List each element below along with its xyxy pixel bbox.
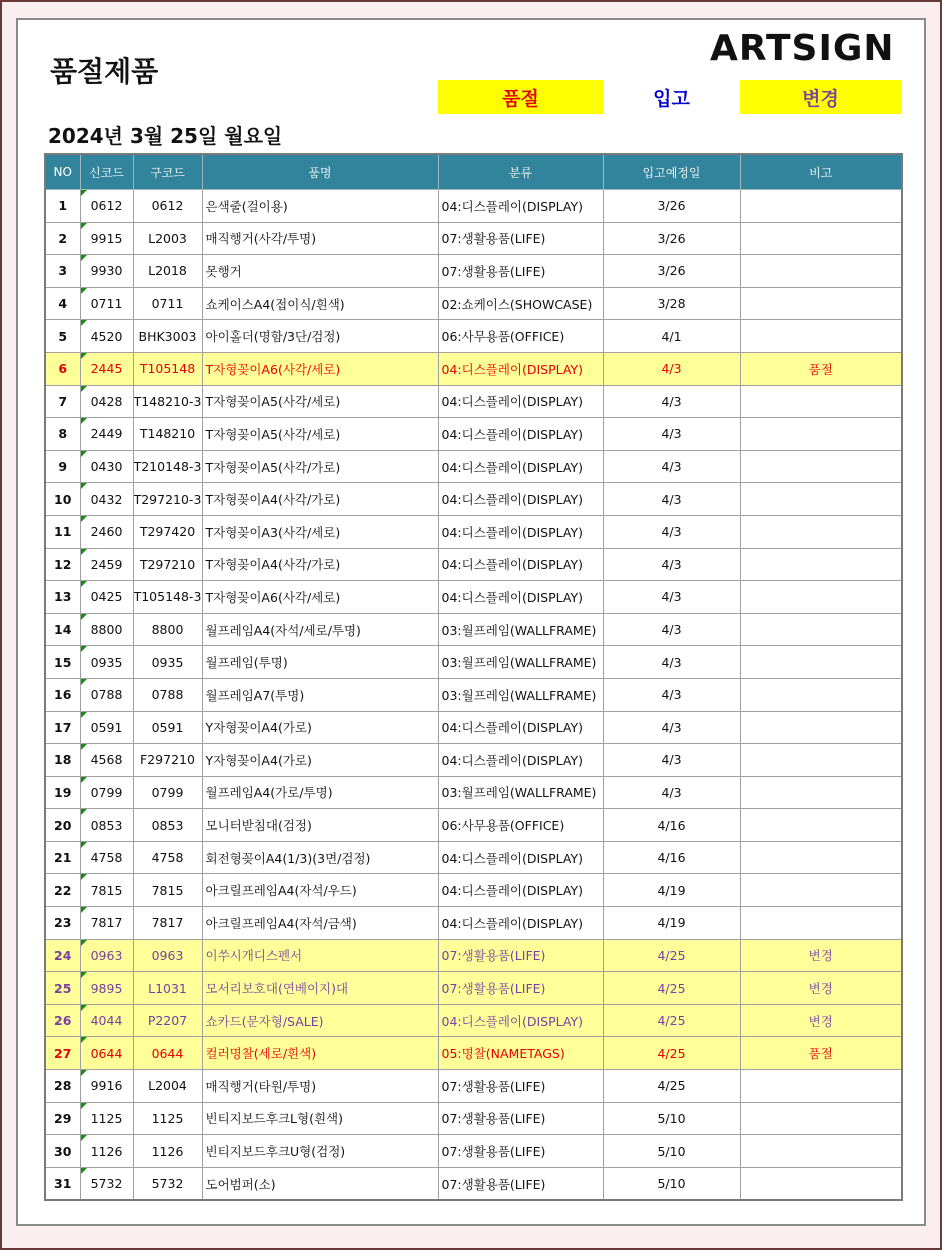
row-no-cell[interactable]: 2 xyxy=(45,222,80,255)
product-name-cell[interactable]: 모서리보호대(연베이지)대 xyxy=(202,972,438,1005)
new-code-cell[interactable]: 0788 xyxy=(80,678,133,711)
new-code-cell[interactable]: 0428 xyxy=(80,385,133,418)
new-code-cell[interactable]: 0432 xyxy=(80,483,133,516)
product-name-cell[interactable]: T자형꽂이A6(사각/세로) xyxy=(202,581,438,614)
table-row xyxy=(45,678,902,711)
note-cell[interactable] xyxy=(740,678,902,711)
eta-cell[interactable]: 4/3 xyxy=(603,776,740,809)
row-no-cell[interactable]: 30 xyxy=(45,1135,80,1168)
eta-cell[interactable]: 3/28 xyxy=(603,287,740,320)
category-cell[interactable]: 03:월프레임(WALLFRAME) xyxy=(438,776,603,809)
eta-cell[interactable]: 4/3 xyxy=(603,483,740,516)
old-code-cell[interactable]: F297210 xyxy=(133,744,202,777)
note-cell[interactable] xyxy=(740,613,902,646)
old-code-cell[interactable]: 8800 xyxy=(133,613,202,646)
row-no-cell[interactable]: 29 xyxy=(45,1102,80,1135)
table-row xyxy=(45,548,902,581)
product-name-cell[interactable]: 아이홀더(명함/3단/검정) xyxy=(202,320,438,353)
row-no-cell[interactable]: 28 xyxy=(45,1070,80,1103)
column-header-new-code: 신코드 xyxy=(80,154,133,190)
eta-cell[interactable]: 4/3 xyxy=(603,450,740,483)
product-name-cell[interactable]: 모니터받침대(검정) xyxy=(202,809,438,842)
column-header-category: 분류 xyxy=(438,154,603,190)
new-code-cell[interactable]: 9916 xyxy=(80,1070,133,1103)
product-name-cell[interactable]: 월프레임A7(투명) xyxy=(202,678,438,711)
category-cell[interactable]: 07:생활용품(LIFE) xyxy=(438,1167,603,1200)
row-no-cell[interactable]: 26 xyxy=(45,1004,80,1037)
product-name-cell[interactable]: T자형꽂이A4(사각/가로) xyxy=(202,483,438,516)
eta-cell[interactable]: 4/3 xyxy=(603,581,740,614)
product-name-cell[interactable]: 못행거 xyxy=(202,255,438,288)
new-code-cell[interactable]: 2459 xyxy=(80,548,133,581)
old-code-cell[interactable]: T210148-3 xyxy=(133,450,202,483)
old-code-cell[interactable]: 1126 xyxy=(133,1135,202,1168)
product-name-cell[interactable]: 아크릴프레임A4(자석/금색) xyxy=(202,907,438,940)
row-no-cell[interactable]: 13 xyxy=(45,581,80,614)
eta-cell[interactable]: 5/10 xyxy=(603,1102,740,1135)
row-no-cell[interactable]: 23 xyxy=(45,907,80,940)
old-code-cell[interactable]: L2003 xyxy=(133,222,202,255)
table-row xyxy=(45,841,902,874)
table-row xyxy=(45,515,902,548)
new-code-cell[interactable]: 9930 xyxy=(80,255,133,288)
eta-cell[interactable]: 4/3 xyxy=(603,711,740,744)
table-row xyxy=(45,907,902,940)
table-row xyxy=(45,385,902,418)
old-code-cell[interactable]: 7815 xyxy=(133,874,202,907)
row-no-cell[interactable]: 15 xyxy=(45,646,80,679)
category-cell[interactable]: 07:생활용품(LIFE) xyxy=(438,939,603,972)
note-cell[interactable] xyxy=(740,548,902,581)
category-cell[interactable]: 04:디스플레이(DISPLAY) xyxy=(438,744,603,777)
new-code-cell[interactable]: 4044 xyxy=(80,1004,133,1037)
row-no-cell[interactable]: 14 xyxy=(45,613,80,646)
eta-cell[interactable]: 5/10 xyxy=(603,1167,740,1200)
table-row xyxy=(45,418,902,451)
product-name-cell[interactable]: 빈티지보드후크U형(검정) xyxy=(202,1135,438,1168)
note-cell[interactable] xyxy=(740,1070,902,1103)
product-name-cell[interactable]: 쇼카드(문자형/SALE) xyxy=(202,1004,438,1037)
table-row xyxy=(45,320,902,353)
new-code-cell[interactable]: 9915 xyxy=(80,222,133,255)
category-cell[interactable]: 04:디스플레이(DISPLAY) xyxy=(438,711,603,744)
note-cell[interactable] xyxy=(740,320,902,353)
product-name-cell[interactable]: 매직행거(사각/투명) xyxy=(202,222,438,255)
new-code-cell[interactable]: 0935 xyxy=(80,646,133,679)
product-name-cell[interactable]: T자형꽂이A3(사각/세로) xyxy=(202,515,438,548)
eta-cell[interactable]: 4/3 xyxy=(603,515,740,548)
product-name-cell[interactable]: Y자형꽂이A4(가로) xyxy=(202,744,438,777)
category-cell[interactable]: 04:디스플레이(DISPLAY) xyxy=(438,418,603,451)
row-no-cell[interactable]: 10 xyxy=(45,483,80,516)
column-header-old-code: 구코드 xyxy=(133,154,202,190)
old-code-cell[interactable]: 0963 xyxy=(133,939,202,972)
table-row xyxy=(45,939,902,972)
row-no-cell[interactable]: 17 xyxy=(45,711,80,744)
note-cell[interactable] xyxy=(740,255,902,288)
product-name-cell[interactable]: 월프레임A4(자석/세로/투명) xyxy=(202,613,438,646)
row-no-cell[interactable]: 4 xyxy=(45,287,80,320)
old-code-cell[interactable]: T297210 xyxy=(133,548,202,581)
old-code-cell[interactable]: 7817 xyxy=(133,907,202,940)
note-cell[interactable] xyxy=(740,450,902,483)
row-no-cell[interactable]: 16 xyxy=(45,678,80,711)
category-cell[interactable]: 07:생활용품(LIFE) xyxy=(438,255,603,288)
category-cell[interactable]: 04:디스플레이(DISPLAY) xyxy=(438,450,603,483)
new-code-cell[interactable]: 0853 xyxy=(80,809,133,842)
note-cell[interactable]: 변경 xyxy=(740,972,902,1005)
table-row xyxy=(45,1102,902,1135)
table-row xyxy=(45,483,902,516)
column-header-eta: 입고예정일 xyxy=(603,154,740,190)
table-row xyxy=(45,744,902,777)
eta-cell[interactable]: 5/10 xyxy=(603,1135,740,1168)
category-cell[interactable]: 03:월프레임(WALLFRAME) xyxy=(438,646,603,679)
note-cell[interactable] xyxy=(740,483,902,516)
row-no-cell[interactable]: 12 xyxy=(45,548,80,581)
new-code-cell[interactable]: 0425 xyxy=(80,581,133,614)
row-no-cell[interactable]: 6 xyxy=(45,352,80,385)
table-row xyxy=(45,1135,902,1168)
note-cell[interactable]: 변경 xyxy=(740,1004,902,1037)
category-cell[interactable]: 04:디스플레이(DISPLAY) xyxy=(438,190,603,223)
table-row xyxy=(45,1037,902,1070)
column-header-note: 비고 xyxy=(740,154,902,190)
note-cell[interactable] xyxy=(740,841,902,874)
category-cell[interactable]: 07:생활용품(LIFE) xyxy=(438,972,603,1005)
eta-cell[interactable]: 4/3 xyxy=(603,646,740,679)
category-cell[interactable]: 04:디스플레이(DISPLAY) xyxy=(438,352,603,385)
table-row xyxy=(45,711,902,744)
old-code-cell[interactable]: 1125 xyxy=(133,1102,202,1135)
new-code-cell[interactable]: 5732 xyxy=(80,1167,133,1200)
product-name-cell[interactable]: 매직행거(타원/투명) xyxy=(202,1070,438,1103)
product-name-cell[interactable]: T자형꽂이A6(사각/세로) xyxy=(202,352,438,385)
table-row xyxy=(45,646,902,679)
eta-cell[interactable]: 4/3 xyxy=(603,744,740,777)
category-cell[interactable]: 05:명찰(NAMETAGS) xyxy=(438,1037,603,1070)
new-code-cell[interactable]: 0612 xyxy=(80,190,133,223)
row-no-cell[interactable]: 8 xyxy=(45,418,80,451)
note-cell[interactable] xyxy=(740,385,902,418)
new-code-cell[interactable]: 2460 xyxy=(80,515,133,548)
eta-cell[interactable]: 4/3 xyxy=(603,613,740,646)
eta-cell[interactable]: 4/25 xyxy=(603,972,740,1005)
product-name-cell[interactable]: 쇼케이스A4(접이식/흰색) xyxy=(202,287,438,320)
category-cell[interactable]: 04:디스플레이(DISPLAY) xyxy=(438,907,603,940)
new-code-cell[interactable]: 4758 xyxy=(80,841,133,874)
note-cell[interactable] xyxy=(740,418,902,451)
new-code-cell[interactable]: 7817 xyxy=(80,907,133,940)
eta-cell[interactable]: 4/3 xyxy=(603,678,740,711)
new-code-cell[interactable]: 1125 xyxy=(80,1102,133,1135)
old-code-cell[interactable]: 4758 xyxy=(133,841,202,874)
category-cell[interactable]: 06:사무용품(OFFICE) xyxy=(438,809,603,842)
table-row xyxy=(45,190,902,223)
category-cell[interactable]: 04:디스플레이(DISPLAY) xyxy=(438,548,603,581)
note-cell[interactable] xyxy=(740,711,902,744)
row-no-cell[interactable]: 21 xyxy=(45,841,80,874)
category-cell[interactable]: 07:생활용품(LIFE) xyxy=(438,222,603,255)
eta-cell[interactable]: 4/3 xyxy=(603,548,740,581)
category-cell[interactable]: 04:디스플레이(DISPLAY) xyxy=(438,385,603,418)
row-no-cell[interactable]: 31 xyxy=(45,1167,80,1200)
category-cell[interactable]: 04:디스플레이(DISPLAY) xyxy=(438,874,603,907)
eta-cell[interactable]: 4/25 xyxy=(603,1004,740,1037)
row-no-cell[interactable]: 11 xyxy=(45,515,80,548)
note-cell[interactable]: 품절 xyxy=(740,1037,902,1070)
note-cell[interactable] xyxy=(740,776,902,809)
product-name-cell[interactable]: T자형꽂이A5(사각/가로) xyxy=(202,450,438,483)
eta-cell[interactable]: 4/1 xyxy=(603,320,740,353)
product-name-cell[interactable]: 이쑤시개디스펜서 xyxy=(202,939,438,972)
row-no-cell[interactable]: 1 xyxy=(45,190,80,223)
note-cell[interactable]: 변경 xyxy=(740,939,902,972)
eta-cell[interactable]: 3/26 xyxy=(603,190,740,223)
eta-cell[interactable]: 4/3 xyxy=(603,385,740,418)
legend-soldout: 품절 xyxy=(438,80,603,114)
row-no-cell[interactable]: 3 xyxy=(45,255,80,288)
note-cell[interactable] xyxy=(740,581,902,614)
old-code-cell[interactable]: T105148 xyxy=(133,352,202,385)
eta-cell[interactable]: 4/19 xyxy=(603,874,740,907)
note-cell[interactable] xyxy=(740,1135,902,1168)
category-cell[interactable]: 04:디스플레이(DISPLAY) xyxy=(438,1004,603,1037)
row-no-cell[interactable]: 22 xyxy=(45,874,80,907)
old-code-cell[interactable]: 0612 xyxy=(133,190,202,223)
category-cell[interactable]: 03:월프레임(WALLFRAME) xyxy=(438,678,603,711)
table-row xyxy=(45,776,902,809)
new-code-cell[interactable]: 1126 xyxy=(80,1135,133,1168)
category-cell[interactable]: 04:디스플레이(DISPLAY) xyxy=(438,483,603,516)
table-row xyxy=(45,581,902,614)
old-code-cell[interactable]: T148210 xyxy=(133,418,202,451)
old-code-cell[interactable]: 0935 xyxy=(133,646,202,679)
category-cell[interactable]: 07:생활용품(LIFE) xyxy=(438,1070,603,1103)
new-code-cell[interactable]: 2449 xyxy=(80,418,133,451)
product-name-cell[interactable]: 월프레임A4(가로/투명) xyxy=(202,776,438,809)
note-cell[interactable] xyxy=(740,190,902,223)
report-date: 2024년 3월 25일 월요일 xyxy=(48,124,283,148)
row-no-cell[interactable]: 24 xyxy=(45,939,80,972)
note-cell[interactable]: 품절 xyxy=(740,352,902,385)
note-cell[interactable] xyxy=(740,1102,902,1135)
eta-cell[interactable]: 4/25 xyxy=(603,939,740,972)
new-code-cell[interactable]: 4568 xyxy=(80,744,133,777)
row-no-cell[interactable]: 25 xyxy=(45,972,80,1005)
product-name-cell[interactable]: T자형꽂이A4(사각/가로) xyxy=(202,548,438,581)
old-code-cell[interactable]: L2018 xyxy=(133,255,202,288)
new-code-cell[interactable]: 7815 xyxy=(80,874,133,907)
product-name-cell[interactable]: 월프레임(투명) xyxy=(202,646,438,679)
eta-cell[interactable]: 3/26 xyxy=(603,222,740,255)
old-code-cell[interactable]: 0644 xyxy=(133,1037,202,1070)
table-row xyxy=(45,874,902,907)
category-cell[interactable]: 04:디스플레이(DISPLAY) xyxy=(438,841,603,874)
old-code-cell[interactable]: 0853 xyxy=(133,809,202,842)
eta-cell[interactable]: 3/26 xyxy=(603,255,740,288)
note-cell[interactable] xyxy=(740,809,902,842)
note-cell[interactable] xyxy=(740,222,902,255)
note-cell[interactable] xyxy=(740,744,902,777)
table-row xyxy=(45,972,902,1005)
category-cell[interactable]: 02:쇼케이스(SHOWCASE) xyxy=(438,287,603,320)
old-code-cell[interactable]: 5732 xyxy=(133,1167,202,1200)
eta-cell[interactable]: 4/25 xyxy=(603,1070,740,1103)
old-code-cell[interactable]: 0799 xyxy=(133,776,202,809)
category-cell[interactable]: 04:디스플레이(DISPLAY) xyxy=(438,581,603,614)
eta-cell[interactable]: 4/3 xyxy=(603,418,740,451)
old-code-cell[interactable]: T148210-3 xyxy=(133,385,202,418)
product-name-cell[interactable]: Y자형꽂이A4(가로) xyxy=(202,711,438,744)
old-code-cell[interactable]: L1031 xyxy=(133,972,202,1005)
product-name-cell[interactable]: 회전형꽂이A4(1/3)(3면/검정) xyxy=(202,841,438,874)
product-name-cell[interactable]: T자형꽂이A5(사각/세로) xyxy=(202,418,438,451)
table-row xyxy=(45,1004,902,1037)
eta-cell[interactable]: 4/25 xyxy=(603,1037,740,1070)
category-cell[interactable]: 07:생활용품(LIFE) xyxy=(438,1102,603,1135)
table-header-row xyxy=(45,154,902,190)
old-code-cell[interactable]: L2004 xyxy=(133,1070,202,1103)
eta-cell[interactable]: 4/3 xyxy=(603,352,740,385)
table-row xyxy=(45,613,902,646)
row-no-cell[interactable]: 18 xyxy=(45,744,80,777)
column-header-no: NO xyxy=(45,154,80,190)
row-no-cell[interactable]: 5 xyxy=(45,320,80,353)
new-code-cell[interactable]: 2445 xyxy=(80,352,133,385)
old-code-cell[interactable]: T297210-3 xyxy=(133,483,202,516)
table-row xyxy=(45,809,902,842)
row-no-cell[interactable]: 9 xyxy=(45,450,80,483)
row-no-cell[interactable]: 19 xyxy=(45,776,80,809)
old-code-cell[interactable]: 0591 xyxy=(133,711,202,744)
row-no-cell[interactable]: 20 xyxy=(45,809,80,842)
table-row xyxy=(45,1070,902,1103)
table-row xyxy=(45,222,902,255)
old-code-cell[interactable]: T297420 xyxy=(133,515,202,548)
product-name-cell[interactable]: 아크릴프레임A4(자석/우드) xyxy=(202,874,438,907)
row-no-cell[interactable]: 7 xyxy=(45,385,80,418)
eta-cell[interactable]: 4/19 xyxy=(603,907,740,940)
column-header-name: 품명 xyxy=(202,154,438,190)
product-name-cell[interactable]: 도어범퍼(소) xyxy=(202,1167,438,1200)
product-name-cell[interactable]: T자형꽂이A5(사각/세로) xyxy=(202,385,438,418)
table-row xyxy=(45,450,902,483)
note-cell[interactable] xyxy=(740,515,902,548)
new-code-cell[interactable]: 0430 xyxy=(80,450,133,483)
old-code-cell[interactable]: 0711 xyxy=(133,287,202,320)
product-name-cell[interactable]: 빈티지보드후크L형(흰색) xyxy=(202,1102,438,1135)
table-row xyxy=(45,287,902,320)
legend-changed: 변경 xyxy=(740,80,901,114)
legend-instock: 입고 xyxy=(603,80,740,114)
new-code-cell[interactable]: 0963 xyxy=(80,939,133,972)
note-cell[interactable] xyxy=(740,646,902,679)
category-cell[interactable]: 06:사무용품(OFFICE) xyxy=(438,320,603,353)
product-table xyxy=(44,153,903,1201)
category-cell[interactable]: 07:생활용품(LIFE) xyxy=(438,1135,603,1168)
category-cell[interactable]: 03:월프레임(WALLFRAME) xyxy=(438,613,603,646)
product-name-cell[interactable]: 컬러명찰(세로/흰색) xyxy=(202,1037,438,1070)
note-cell[interactable] xyxy=(740,874,902,907)
new-code-cell[interactable]: 0711 xyxy=(80,287,133,320)
old-code-cell[interactable]: P2207 xyxy=(133,1004,202,1037)
old-code-cell[interactable]: T105148-3 xyxy=(133,581,202,614)
note-cell[interactable] xyxy=(740,907,902,940)
row-no-cell[interactable]: 27 xyxy=(45,1037,80,1070)
new-code-cell[interactable]: 0644 xyxy=(80,1037,133,1070)
table-row xyxy=(45,255,902,288)
page-title: 품절제품 xyxy=(50,55,159,88)
old-code-cell[interactable]: 0788 xyxy=(133,678,202,711)
new-code-cell[interactable]: 9895 xyxy=(80,972,133,1005)
table-row xyxy=(45,1167,902,1200)
table-body xyxy=(45,190,902,1201)
category-cell[interactable]: 04:디스플레이(DISPLAY) xyxy=(438,515,603,548)
old-code-cell[interactable]: BHK3003 xyxy=(133,320,202,353)
eta-cell[interactable]: 4/16 xyxy=(603,809,740,842)
note-cell[interactable] xyxy=(740,1167,902,1200)
new-code-cell[interactable]: 8800 xyxy=(80,613,133,646)
new-code-cell[interactable]: 0799 xyxy=(80,776,133,809)
eta-cell[interactable]: 4/16 xyxy=(603,841,740,874)
new-code-cell[interactable]: 4520 xyxy=(80,320,133,353)
new-code-cell[interactable]: 0591 xyxy=(80,711,133,744)
note-cell[interactable] xyxy=(740,287,902,320)
brand-logo: ARTSIGN xyxy=(710,28,895,69)
product-name-cell[interactable]: 은색줄(걸이용) xyxy=(202,190,438,223)
table-row xyxy=(45,352,902,385)
